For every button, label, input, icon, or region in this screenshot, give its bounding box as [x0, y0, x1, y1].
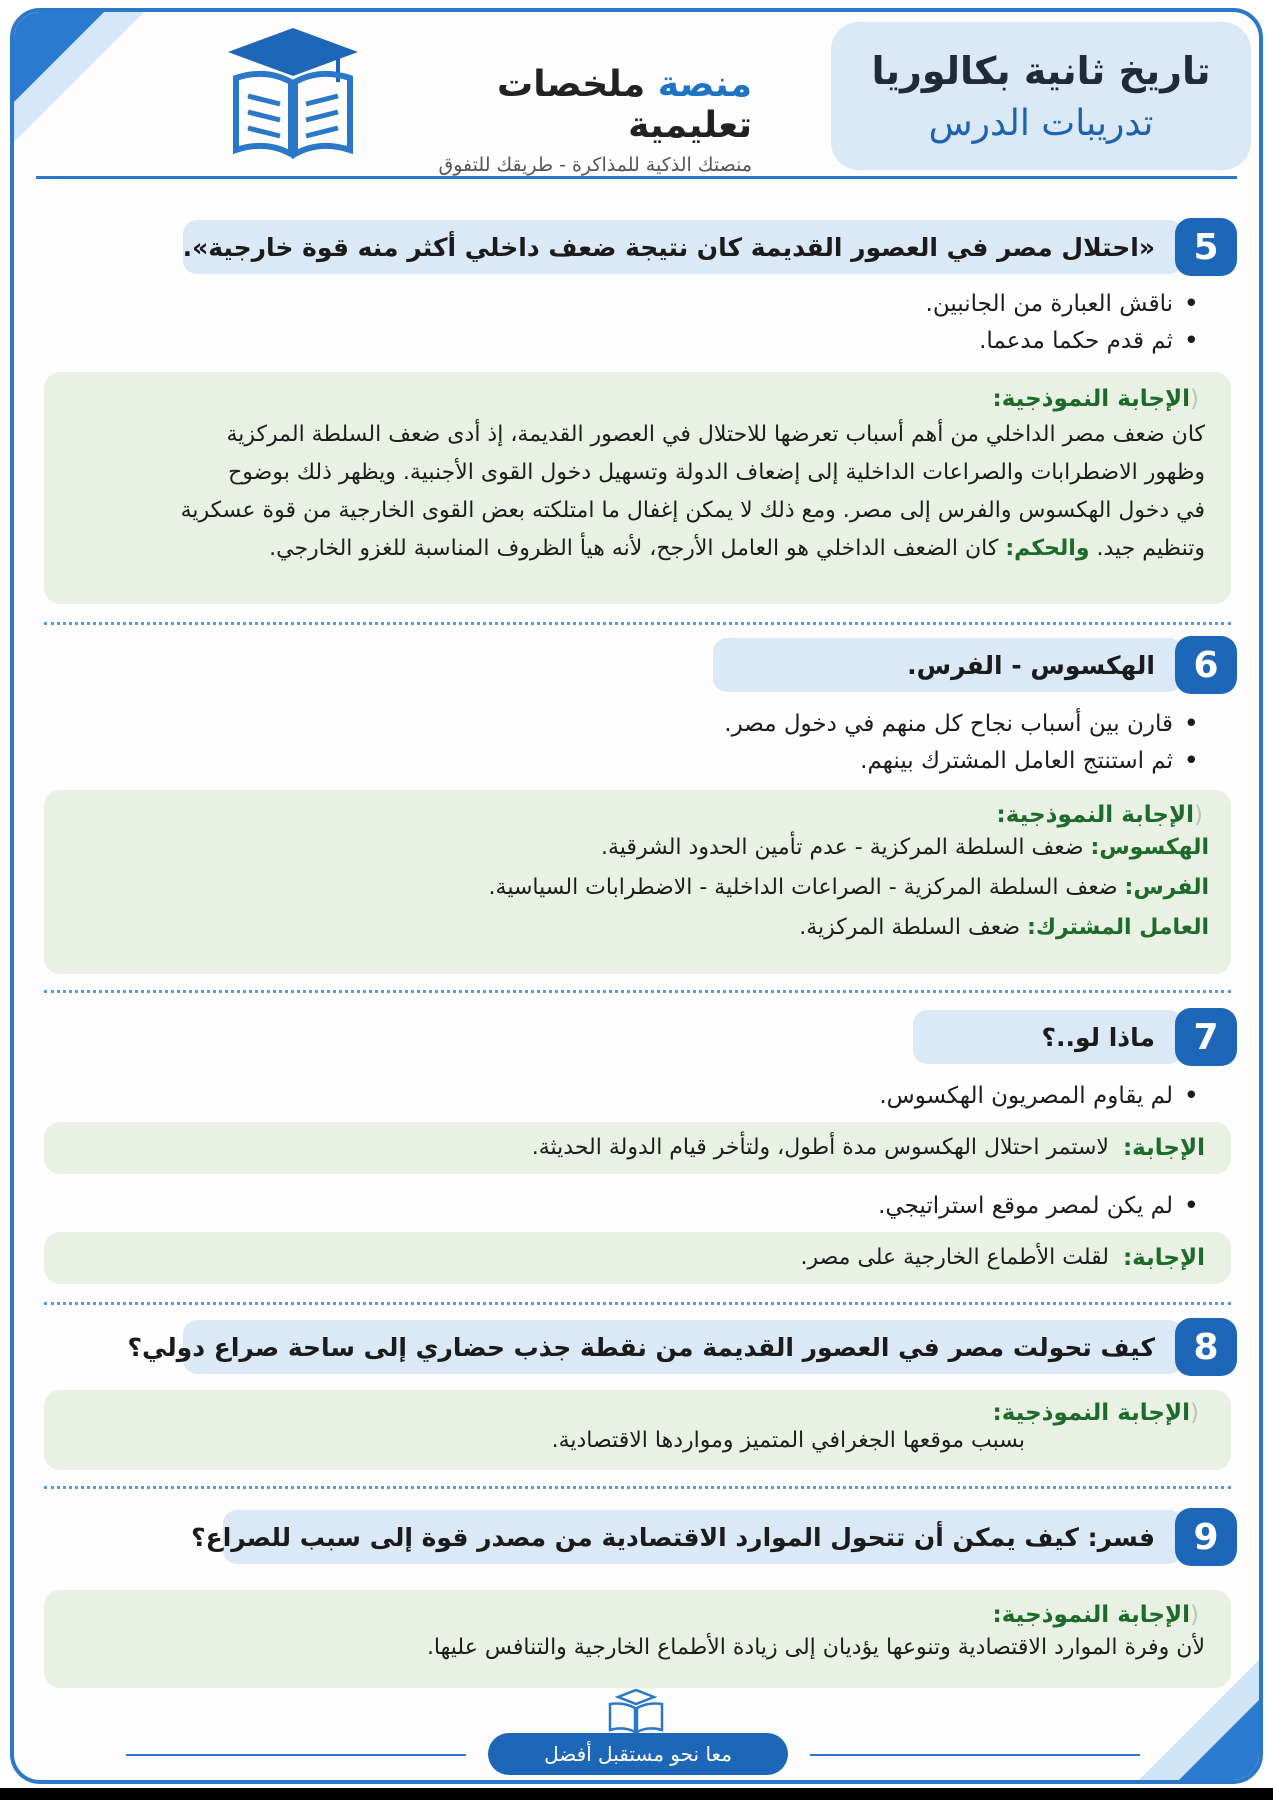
question-number: 5	[1175, 218, 1237, 276]
brand-title: ملخصات تعليمية	[497, 64, 752, 146]
section-divider	[44, 1302, 1231, 1305]
graduation-book-logo-icon	[218, 20, 368, 170]
question-6	[713, 636, 1237, 694]
bottom-bar	[0, 1788, 1273, 1800]
brand	[372, 64, 752, 176]
corner-decoration	[14, 12, 104, 102]
answer-label: (الإجابة النموذجية:	[996, 802, 1203, 828]
question-7-task-2	[878, 1188, 1203, 1225]
section-divider	[44, 1486, 1231, 1489]
answer-row: العامل المشترك: ضعف السلطة المركزية.	[799, 915, 1209, 940]
answer-text	[70, 416, 1205, 568]
question-text: ماذا لو..؟	[913, 1010, 1183, 1064]
answer-label: الإجابة:	[1122, 1245, 1205, 1271]
task-item: • ثم استنتج العامل المشترك بينهم.	[724, 743, 1203, 780]
question-number: 8	[1175, 1318, 1237, 1376]
question-number: 7	[1175, 1008, 1237, 1066]
answer-label: (الإجابة النموذجية:	[992, 386, 1199, 412]
answer-line: وتنظيم جيد. والحكم: كان الضعف الداخلي هو العامل الأرجح، لأنه هيأ الظروف المناسبة للغزو الخارجي.	[269, 536, 1205, 561]
answer-row: الفرس: ضعف السلطة المركزية - الصراعات الداخلية - الاضطرابات السياسية.	[488, 875, 1209, 900]
answer-row: الهكسوس: ضعف السلطة المركزية - عدم تأمين الحدود الشرقية.	[601, 835, 1209, 860]
title-box	[831, 22, 1251, 170]
answer-box-5	[44, 372, 1231, 604]
question-text: «احتلال مصر في العصور القديمة كان نتيجة ضعف داخلي أكثر منه قوة خارجية».	[183, 220, 1183, 274]
page-title: تاريخ ثانية بكالوريا	[871, 48, 1211, 93]
verdict-label: والحكم:	[1005, 536, 1090, 561]
question-number: 9	[1175, 1508, 1237, 1566]
question-text: الهكسوس - الفرس.	[713, 638, 1183, 692]
footer-slogan: معا نحو مستقبل أفضل	[488, 1733, 788, 1775]
answer-line: كان ضعف مصر الداخلي من أهم أسباب تعرضها للاحتلال في العصور القديمة، إذ أدى ضعف السلطة المركزية	[226, 422, 1205, 447]
question-5-tasks	[926, 286, 1203, 360]
question-6-tasks	[724, 706, 1203, 780]
answer-text: لقلت الأطماع الخارجية على مصر.	[800, 1245, 1109, 1270]
question-text: كيف تحولت مصر في العصور القديمة من نقطة جذب حضاري إلى ساحة صراع دولي؟	[183, 1320, 1183, 1374]
brand-prefix: منصة	[657, 64, 752, 105]
footer-divider	[126, 1754, 466, 1756]
answer-box-7a	[44, 1122, 1231, 1174]
header-divider	[36, 176, 1237, 179]
section-divider	[44, 622, 1231, 625]
answer-text: لأن وفرة الموارد الاقتصادية وتنوعها يؤديان إلى زيادة الأطماع الخارجية والتنافس عليها.	[426, 1635, 1205, 1660]
question-9	[191, 1508, 1237, 1566]
answer-box-9	[44, 1590, 1231, 1688]
question-7-task-1	[879, 1078, 1203, 1115]
task-item: • لم يكن لمصر موقع استراتيجي.	[878, 1188, 1203, 1225]
corner-decoration	[1179, 1700, 1259, 1780]
answer-box-7b	[44, 1232, 1231, 1284]
answer-line: وظهور الاضطرابات والصراعات الداخلية إلى إضعاف الدولة وتسهيل دخول القوى الأجنبية. ويظهر ذلك بوضوح	[228, 460, 1205, 485]
answer-box-6	[44, 790, 1231, 974]
question-8	[127, 1318, 1237, 1376]
question-7	[913, 1008, 1237, 1066]
answer-text: بسبب موقعها الجغرافي المتميز ومواردها الاقتصادية.	[551, 1428, 1025, 1453]
question-5	[183, 218, 1237, 276]
page-subtitle: تدريبات الدرس	[928, 102, 1154, 144]
footer-divider	[810, 1754, 1140, 1756]
answer-text: لاستمر احتلال الهكسوس مدة أطول، ولتأخر قيام الدولة الحديثة.	[531, 1135, 1109, 1160]
answer-label: الإجابة:	[1122, 1135, 1205, 1161]
task-item: • ثم قدم حكما مدعما.	[926, 323, 1203, 360]
brand-tagline: منصتك الذكية للمذاكرة - طريقك للتفوق	[438, 154, 752, 176]
book-icon	[604, 1688, 668, 1736]
task-item: • لم يقاوم المصريون الهكسوس.	[879, 1078, 1203, 1115]
brand-name	[372, 64, 752, 146]
task-item: • ناقش العبارة من الجانبين.	[926, 286, 1203, 323]
answer-box-8	[44, 1390, 1231, 1470]
answer-label: (الإجابة النموذجية:	[992, 1602, 1199, 1628]
answer-line: في دخول الهكسوس والفرس إلى مصر. ومع ذلك لا يمكن إغفال ما امتلكته بعض القوى الخارجية من قوة عسكرية	[180, 498, 1205, 523]
question-text: فسر: كيف يمكن أن تتحول الموارد الاقتصادية من مصدر قوة إلى سبب للصراع؟	[223, 1510, 1183, 1564]
answer-label: (الإجابة النموذجية:	[992, 1400, 1199, 1426]
section-divider	[44, 990, 1231, 993]
task-item: • قارن بين أسباب نجاح كل منهم في دخول مصر.	[724, 706, 1203, 743]
question-number: 6	[1175, 636, 1237, 694]
